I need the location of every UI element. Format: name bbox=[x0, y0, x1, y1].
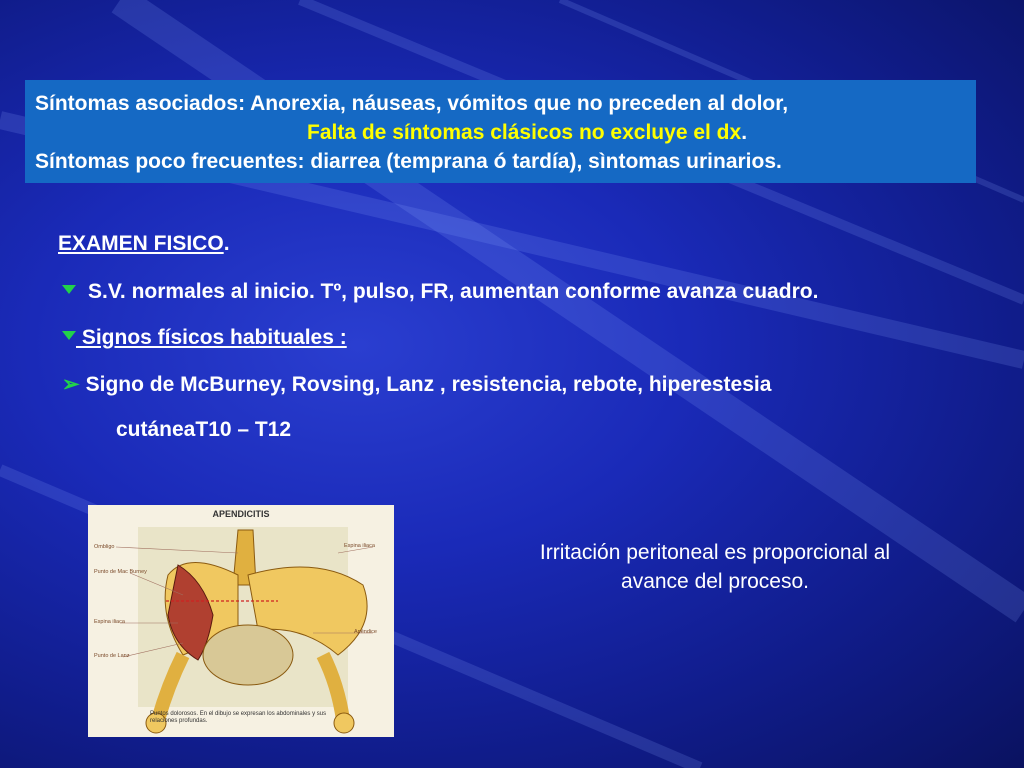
arrow-bullet-icon: ➢ bbox=[62, 373, 80, 396]
symptoms-line-3: Síntomas poco frecuentes: diarrea (temprana ó tardía), sìntomas urinarios. bbox=[35, 150, 782, 173]
triangle-bullet-icon bbox=[62, 331, 76, 340]
exam-title-period: . bbox=[223, 232, 230, 255]
label-espina-left: Espina iliaca bbox=[94, 619, 125, 625]
exam-bullet-1-text: S.V. normales al inicio. Tº, pulso, FR, aumentan conforme avanza cuadro. bbox=[88, 280, 819, 303]
note-line-2: avance del proceso. bbox=[621, 570, 809, 593]
note-line-1: Irritación peritoneal es proporcional al bbox=[539, 541, 891, 564]
exam-bullet-2-text: Signos físicos habituales : bbox=[76, 326, 347, 349]
figure-caption: Puntos dolorosos. En el dibujo se expresan los abdominales y sus relaciones profundas. bbox=[150, 711, 327, 724]
exam-bullet-3 bbox=[62, 372, 771, 397]
label-ombligo: Ombligo bbox=[94, 544, 115, 550]
peritoneal-note bbox=[480, 538, 950, 596]
triangle-bullet-icon bbox=[62, 285, 76, 294]
exam-bullet-1 bbox=[62, 280, 818, 304]
symptoms-line-1: Síntomas asociados: Anorexia, náuseas, vómitos que no preceden al dolor, bbox=[35, 92, 789, 115]
label-apendice: Apéndice bbox=[354, 629, 377, 635]
figure-title: APENDICITIS bbox=[212, 509, 270, 519]
symptoms-highlight: Falta de síntomas clásicos no excluye el dx bbox=[307, 121, 742, 144]
exam-bullet-3-text: Signo de McBurney, Rovsing, Lanz , resistencia, rebote, hiperestesia bbox=[85, 373, 772, 396]
exam-title: EXAMEN FISICO bbox=[58, 232, 224, 255]
symptoms-line-2 bbox=[35, 118, 976, 147]
exam-heading bbox=[58, 232, 230, 256]
label-espina-right: Espina iliaca bbox=[344, 543, 375, 549]
pelvis-illustration bbox=[88, 505, 394, 737]
label-mcburney: Punto de Mac Burney bbox=[94, 569, 147, 575]
symptoms-period: . bbox=[741, 121, 748, 144]
symptoms-box bbox=[25, 80, 976, 183]
exam-bullet-3-cont: cutáneaT10 – T12 bbox=[116, 418, 292, 441]
label-lanz: Punto de Lanz bbox=[94, 653, 130, 659]
exam-bullet-2 bbox=[62, 326, 347, 350]
appendicitis-figure bbox=[88, 505, 394, 737]
